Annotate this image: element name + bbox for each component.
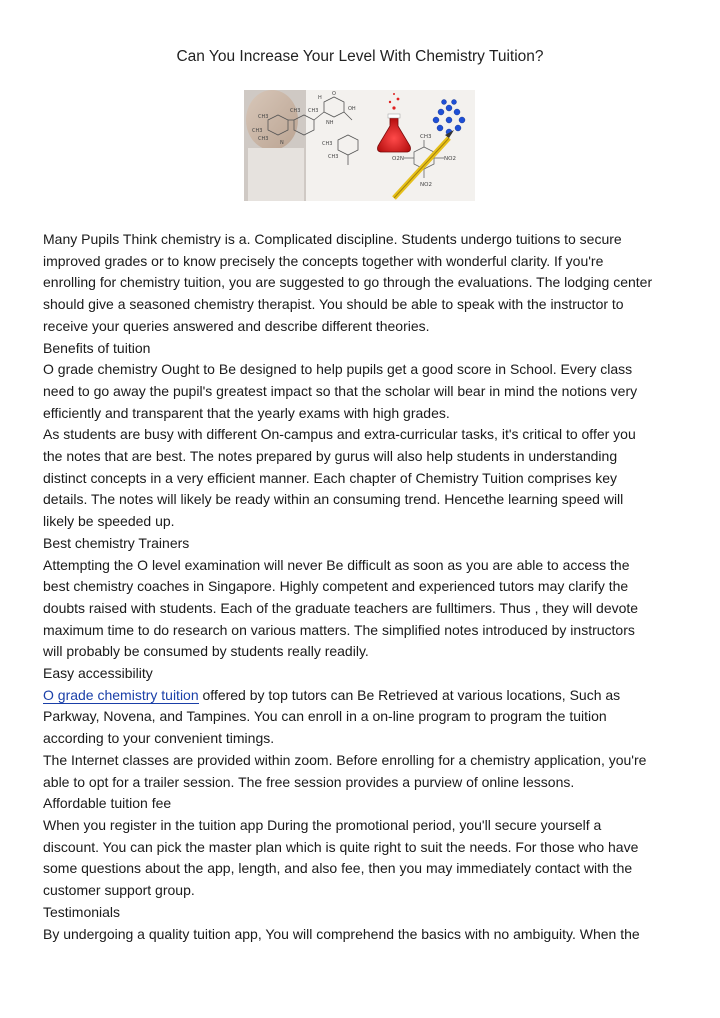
text-line [43, 750, 683, 772]
text-segment: Many Pupils Think chemistry is a. Complicated discipline. Students undergo tuitions to secure [43, 231, 622, 247]
text-segment: best chemistry coaches in Singapore. Highly competent and experienced tutors may clarify the [43, 578, 629, 595]
svg-text:H: H [318, 95, 322, 101]
text-segment: Easy accessibility [43, 665, 153, 682]
text-line [43, 533, 683, 555]
text-segment: Affordable tuition fee [43, 795, 172, 812]
text-segment: able to opt for a trailer session. The free session provides a purview of online lessons. [43, 773, 575, 790]
text-line [43, 511, 683, 533]
text-line [43, 359, 683, 381]
svg-text:CH3: CH3 [308, 108, 319, 114]
svg-text:NH: NH [326, 120, 334, 126]
text-line [43, 772, 683, 794]
text-segment: offered by top tutors can Be Retrieved at various locations, Such as [198, 686, 621, 703]
text-line [43, 706, 683, 728]
text-line [43, 576, 683, 598]
text-line [43, 728, 683, 750]
text-line [43, 468, 683, 490]
text-line [43, 316, 683, 338]
text-line [43, 489, 683, 511]
text-segment: Testimonials [43, 903, 121, 920]
text-line [43, 251, 683, 273]
svg-text:CH3: CH3 [258, 136, 269, 142]
chemistry-tuition-link[interactable]: O grade chemistry tuition [43, 686, 199, 703]
svg-text:OH: OH [348, 106, 356, 112]
svg-text:CH3: CH3 [252, 128, 263, 134]
svg-text:CH3: CH3 [328, 154, 339, 160]
svg-text:O2N: O2N [392, 156, 404, 162]
text-segment: details. The notes will likely be ready within an consuming trend. Hencethe learning speed will [43, 491, 624, 508]
text-segment: By undergoing a quality tuition app, You will comprehend the basics with no ambiguity. When the [43, 925, 640, 942]
text-segment: need to go away the pupil's greatest impact so that the scholar will bear in mind the notions very [43, 382, 638, 399]
text-line [43, 424, 683, 446]
text-segment: Attempting the O level examination will never Be difficult as soon as you are able to access the [43, 556, 630, 573]
text-segment: doubts raised with students. Each of the graduate teachers are fulltimers. Thus , they will devote [43, 599, 639, 616]
text-line [43, 858, 683, 880]
text-segment: The Internet classes are provided within zoom. Before enrolling for a chemistry application, you're [43, 751, 647, 768]
svg-text:O: O [332, 91, 336, 97]
text-line [43, 446, 683, 468]
text-segment: When you register in the tuition app During the promotional period, you'll secure yourself a [43, 816, 602, 833]
text-segment: some questions about the app, length, and also fee, then you may immediately contact with the [43, 860, 633, 877]
text-line [43, 880, 683, 902]
text-line [43, 598, 683, 620]
text-line [43, 837, 683, 859]
text-line [43, 815, 683, 837]
text-line [43, 641, 683, 663]
text-line [43, 381, 683, 403]
chemistry-illustration-icon [244, 90, 475, 201]
text-segment: Best chemistry Trainers [43, 534, 190, 551]
text-segment: receive your queries answered and describe different theories. [43, 317, 430, 334]
text-line [43, 229, 683, 251]
text-line [43, 272, 683, 294]
text-segment: Benefits of tuition [43, 339, 151, 356]
svg-text:N: N [280, 140, 284, 146]
text-segment: distinct concepts in a very efficient manner. Each chapter of Chemistry Tuition comprises key [43, 469, 617, 486]
text-segment: customer support group. [43, 882, 195, 899]
text-segment: according to your convenient timings. [43, 730, 275, 747]
text-line [43, 793, 683, 815]
svg-text:NO2: NO2 [444, 156, 456, 162]
text-line [43, 403, 683, 425]
text-segment: improved grades or to know precisely the concepts together with wonderful clarity. If you're [43, 252, 604, 269]
text-segment: likely be speeded up. [43, 513, 175, 530]
article-body [43, 229, 683, 945]
text-line [43, 555, 683, 577]
svg-text:CH3: CH3 [290, 108, 301, 114]
text-segment: enrolling for chemistry tuition, you are suggested to go through the evaluations. The lodging center [43, 274, 653, 291]
text-segment: As students are busy with different On-campus and extra-curricular tasks, it's critical to offer you [43, 426, 636, 443]
text-line [43, 663, 683, 685]
text-line [43, 902, 683, 924]
text-segment: discount. You can pick the master plan which is quite right to suit the needs. For those who have [43, 838, 639, 855]
text-segment: the notes that are best. The notes prepared by gurus will also help students in understanding [43, 448, 618, 465]
svg-text:CH3: CH3 [258, 114, 269, 120]
svg-text:CH3: CH3 [322, 141, 333, 147]
text-line [43, 620, 683, 642]
svg-text:CH3: CH3 [420, 134, 432, 140]
text-line [43, 685, 683, 707]
text-line [43, 294, 683, 316]
text-line [43, 924, 683, 946]
text-segment: should give a seasoned chemistry therapist. You should be able to speak with the instructor to [43, 296, 624, 313]
text-line [43, 338, 683, 360]
text-segment: maximum time to do research on various matters. The simplified notes introduced by instructors [43, 621, 635, 638]
text-segment: will probably be consumed by students really readily. [43, 643, 369, 660]
text-segment: Parkway, Novena, and Tampines. You can enroll in a on-line program to program the tuition [43, 708, 607, 725]
text-segment: O grade chemistry Ought to Be designed to help pupils get a good score in School. Every class [43, 361, 633, 378]
page-title: Can You Increase Your Level With Chemistry Tuition? [176, 48, 544, 65]
text-segment: efficiently and transparent that the yearly exams with high grades. [43, 404, 450, 421]
svg-text:NO2: NO2 [420, 182, 432, 188]
